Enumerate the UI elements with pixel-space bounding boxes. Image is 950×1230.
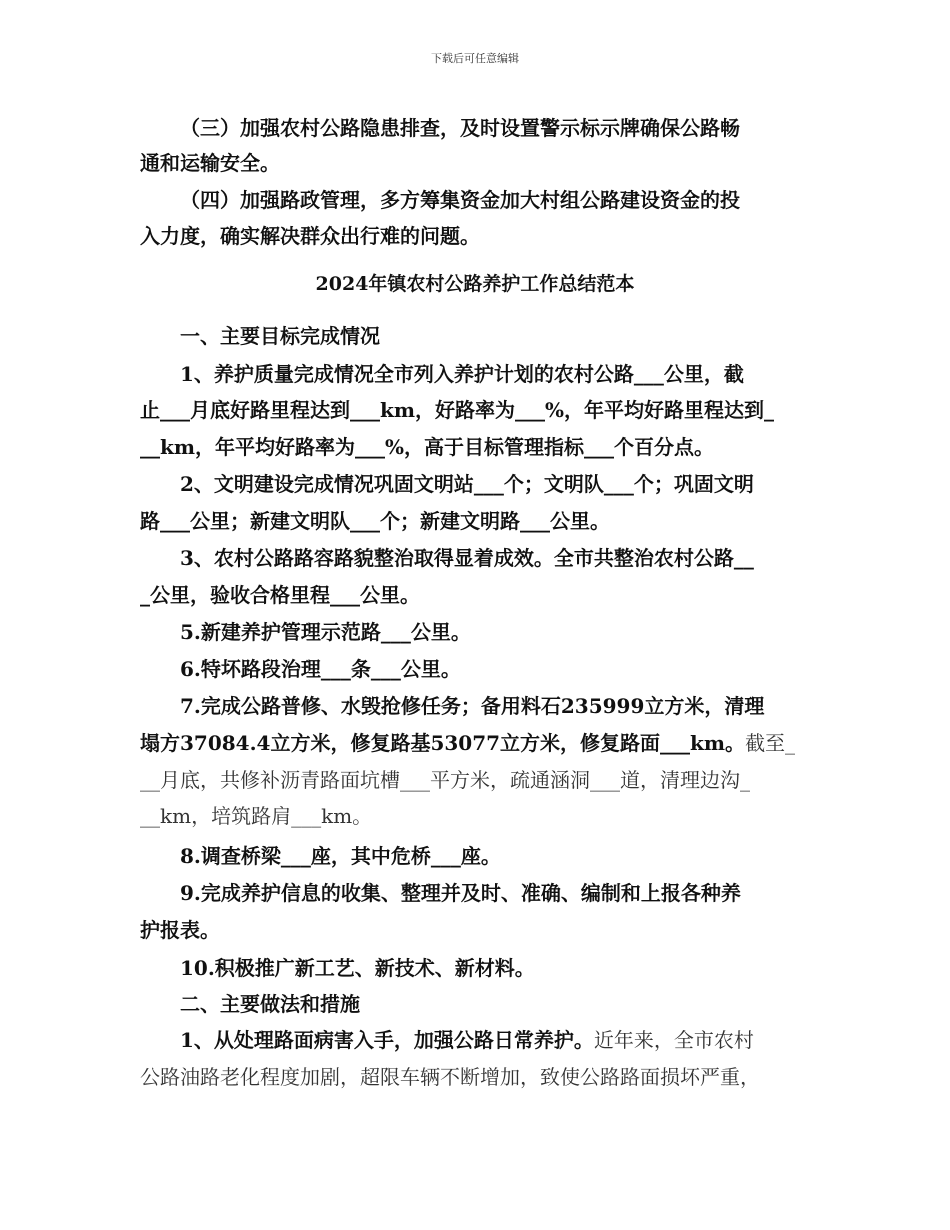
paragraph-line: 3、农村公路路容路貌整治取得显着成效。全市共整治农村公路__: [180, 546, 754, 570]
paragraph-line: （四）加强路政管理，多方筹集资金加大村组公路建设资金的投: [180, 188, 740, 212]
paragraph-line: 护报表。: [140, 918, 220, 942]
list-item: 7.完成公路普修、水毁抢修任务；备用料石235999立方米，清理: [180, 694, 765, 718]
paragraph-line: __km，培筑路肩___km。: [140, 804, 373, 828]
paragraph-segment-bold: 塌方37084.4立方米，修复路基53077立方米，修复路面___km。: [140, 731, 746, 755]
list-item: 5.新建养护管理示范路___公里。: [180, 620, 471, 644]
paragraph-line: _公里，验收合格里程___公里。: [140, 583, 420, 607]
paragraph-line: 路___公里；新建文明队___个；新建文明路___公里。: [140, 509, 610, 533]
paragraph-line: 公路油路老化程度加剧，超限车辆不断增加，致使公路路面损坏严重，: [140, 1065, 760, 1089]
list-item: 10.积极推广新工艺、新技术、新材料。: [180, 956, 535, 980]
list-item: 9.完成养护信息的收集、整理并及时、准确、编制和上报各种养: [180, 881, 741, 905]
paragraph-line: 入力度，确实解决群众出行难的问题。: [140, 224, 480, 248]
paragraph-segment-normal: 截至_: [745, 731, 796, 755]
page-header: 下载后可任意编辑: [431, 52, 519, 65]
list-item: 8.调查桥梁___座，其中危桥___座。: [180, 844, 501, 868]
paragraph-segment-bold: 1、从处理路面病害入手，加强公路日常养护。: [180, 1028, 594, 1052]
paragraph-line: 止___月底好路里程达到___km，好路率为___%，年平均好路里程达到_: [140, 398, 775, 422]
paragraph-line: 1、养护质量完成情况全市列入养护计划的农村公路___公里，截: [180, 362, 744, 386]
paragraph-line: __月底，共修补沥青路面坑槽___平方米，疏通涵洞___道，清理边沟_: [140, 768, 750, 792]
section-heading: 二、主要做法和措施: [180, 992, 360, 1016]
paragraph-segment-normal: 近年来，全市农村: [593, 1028, 754, 1052]
section-heading: 一、主要目标完成情况: [180, 324, 380, 348]
paragraph-line: 2、文明建设完成情况巩固文明站___个；文明队___个；巩固文明: [180, 472, 754, 496]
section-title: 2024年镇农村公路养护工作总结范本: [315, 273, 635, 295]
paragraph-line: [140, 733, 795, 753]
paragraph-line: __km，年平均好路率为___%，高于目标管理指标___个百分点。: [140, 435, 715, 459]
list-item: 6.特坏路段治理___条___公里。: [180, 657, 461, 681]
paragraph-line: 通和运输安全。: [140, 151, 280, 175]
paragraph-line: [180, 1030, 754, 1050]
paragraph-line: （三）加强农村公路隐患排查，及时设置警示标示牌确保公路畅: [180, 116, 740, 140]
